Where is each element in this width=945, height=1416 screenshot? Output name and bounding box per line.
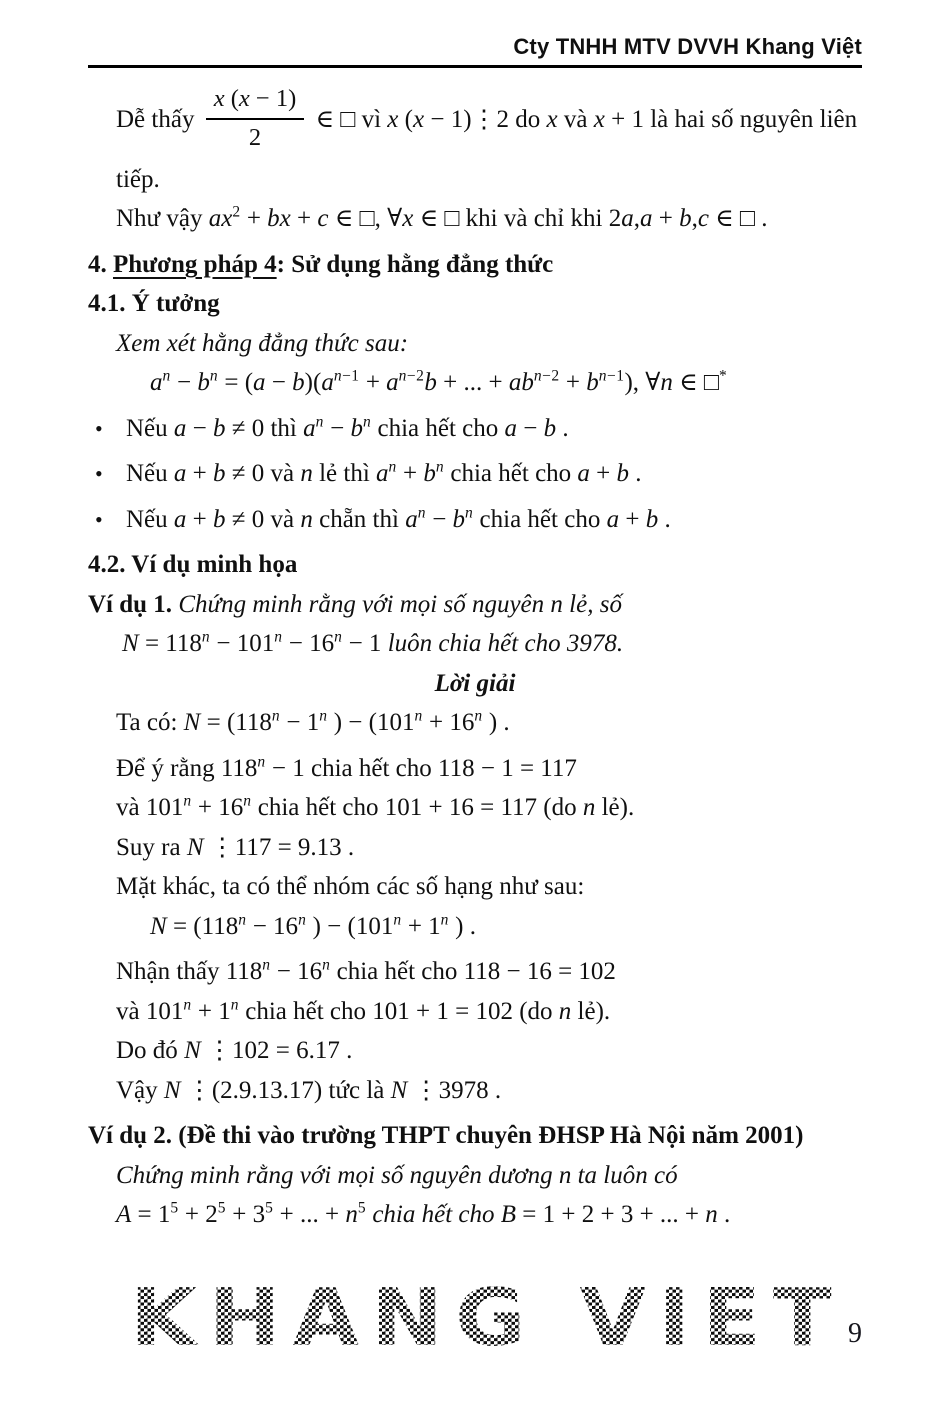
example-heading: Ví dụ 2. (Đề thi vào trường THPT chuyên ĐHSP Hà Nội năm 2001) <box>88 1122 804 1150</box>
paragraph: Ta có: $N = (118^n - 1^n$ ) − ($101^n + 16^n$ ) . <box>116 707 510 737</box>
paragraph: và $101^n + 1^n$ chia hết cho 101 + 1 = 102 (do n lẻ). <box>116 996 611 1025</box>
formula: $N = 118^n - 101^n - 16^n - 1$ luôn chia hết cho 3978. <box>122 628 624 658</box>
page-number: 9 <box>848 1318 862 1349</box>
section-heading: 4. Phương pháp 4: Sử dụng hằng đẳng thức <box>88 250 554 278</box>
formula: $A = 1^5 + 2^5 + 3^5$ + ... + $n^5$ chia hết cho B = 1 + 2 + 3 + ... + n . <box>116 1199 731 1229</box>
formula: $a^n - b^n = (a - b)(a^{n-1} + a^{n-2}b$ + ... + $ab^{n-2} + b^{n-1}$), ∀n ∈ □* <box>150 367 728 397</box>
watermark-text: KHANG VIET <box>130 1271 844 1364</box>
bullet-text: Nếu a + b ≠ 0 và n chẵn thì $a^n - b^n$ chia hết cho a + b . <box>126 504 671 533</box>
bullet-icon: • <box>95 461 103 487</box>
paragraph: Như vậy $ax^2$ + bx + c ∈ □, ∀x ∈ □ khi và chỉ khi 2a,a + b,c ∈ □ . <box>116 203 768 233</box>
subsection-heading: 4.1. Ý tưởng <box>88 290 220 318</box>
bullet-text: Nếu a − b ≠ 0 thì $a^n - b^n$ chia hết cho a − b . <box>126 413 569 442</box>
page-body <box>88 84 862 1239</box>
paragraph: Suy ra N ⋮117 = 9.13 . <box>116 833 355 861</box>
subsection-heading: 4.2. Ví dụ minh họa <box>88 551 298 579</box>
bullet-item <box>88 504 862 537</box>
paragraph: Xem xét hằng đẳng thức sau: <box>116 329 409 357</box>
header-company-title: Cty TNHH MTV DVVH Khang Việt <box>513 34 862 59</box>
bullet-item <box>88 413 862 446</box>
paragraph: Chứng minh rằng với mọi số nguyên dương n ta luôn có <box>116 1161 678 1189</box>
bullet-item <box>88 458 862 491</box>
paragraph: Dễ thấy $\frac{x (x - 1)}{2}$ ∈ □ vì x (x − 1)⋮2 do x và x + 1 là hai số nguyên liên <box>116 85 858 151</box>
paragraph: tiếp. <box>116 165 160 193</box>
page-footer <box>88 1271 862 1416</box>
paragraph: Do đó N ⋮102 = 6.17 . <box>116 1037 353 1065</box>
solution-heading: Lời giải <box>434 669 516 697</box>
paragraph: Nhận thấy $118^n - 16^n$ chia hết cho 118 − 16 = 102 <box>116 956 616 986</box>
paragraph: Vậy N ⋮(2.9.13.17) tức là N ⋮3978 . <box>116 1076 502 1104</box>
example-heading: Ví dụ 1. Chứng minh rằng với mọi số nguyên n lẻ, số <box>88 590 622 618</box>
page-header <box>88 34 862 68</box>
paragraph: Để ý rằng $118^n - 1$ chia hết cho 118 − 1 = 117 <box>116 753 577 782</box>
bullet-icon: • <box>95 506 103 532</box>
paragraph: và $101^n + 16^n$ chia hết cho 101 + 16 = 117 (do n lẻ). <box>116 792 635 822</box>
bullet-text: Nếu a + b ≠ 0 và n lẻ thì $a^n + b^n$ chia hết cho a + b . <box>126 458 642 488</box>
paragraph: Mặt khác, ta có thể nhóm các số hạng như sau: <box>116 873 585 901</box>
bullet-icon: • <box>95 415 103 441</box>
formula: $N = (118^n - 16^n$ ) − ($101^n + 1^n$ ) . <box>150 911 476 940</box>
